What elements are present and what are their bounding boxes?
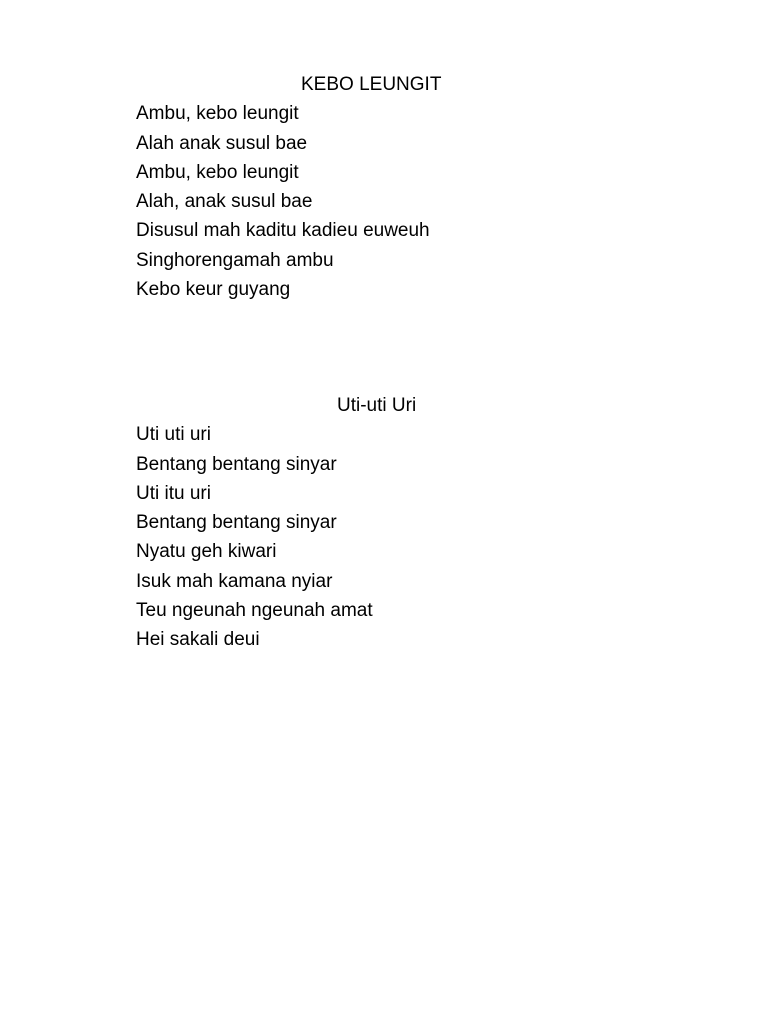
poem-line: Bentang bentang sinyar <box>136 512 337 534</box>
poem-title: KEBO LEUNGIT <box>301 74 442 95</box>
poem-title: Uti-uti Uri <box>337 395 417 416</box>
poem-line: Isuk mah kamana nyiar <box>136 570 333 592</box>
poem-lines <box>136 420 636 654</box>
poem-line: Uti itu uri <box>136 482 211 504</box>
poem-line: Uti uti uri <box>136 424 211 446</box>
poem-line: Hei sakali deui <box>136 629 260 651</box>
poem-line: Teu ngeunah ngeunah amat <box>136 600 373 622</box>
poem-line: Kebo keur guyang <box>136 279 291 301</box>
poem-line: Singhorengamah ambu <box>136 249 334 271</box>
poem-uti-uti-uri <box>136 391 636 655</box>
poem-lines <box>136 99 636 304</box>
poem-line: Bentang bentang sinyar <box>136 453 337 475</box>
poem-line: Ambu, kebo leungit <box>136 103 299 125</box>
poem-line: Ambu, kebo leungit <box>136 161 299 183</box>
poem-kebo-leungit <box>136 70 636 304</box>
poem-line: Nyatu geh kiwari <box>136 541 277 563</box>
poem-line: Alah anak susul bae <box>136 132 308 154</box>
poem-line: Disusul mah kaditu kadieu euweuh <box>136 220 430 242</box>
poem-line: Alah, anak susul bae <box>136 191 313 213</box>
